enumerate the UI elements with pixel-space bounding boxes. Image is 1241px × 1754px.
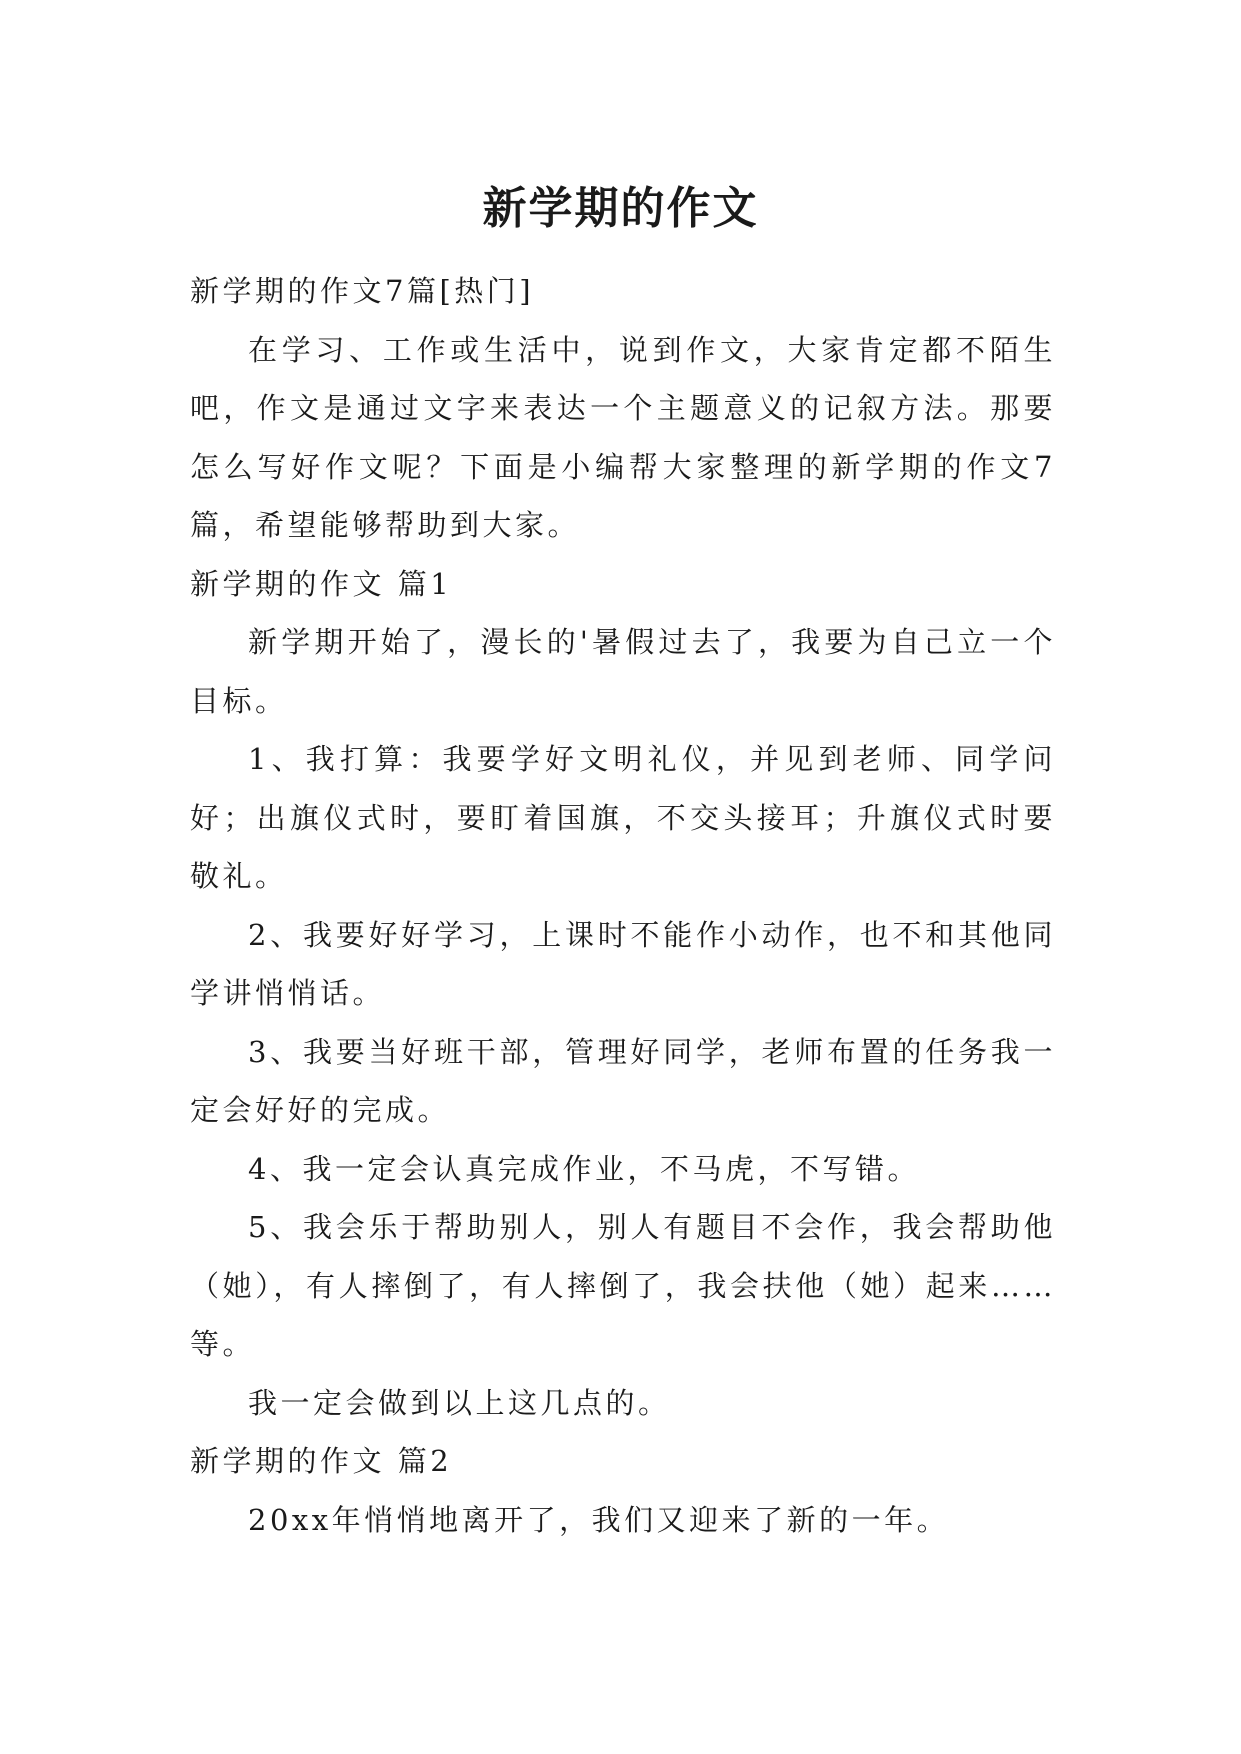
essay-1-heading: 新学期的作文 篇1	[190, 566, 453, 601]
essay-1-paragraph: 新学期开始了，漫长的'暑假过去了，我要为自己立一个目标。	[190, 625, 1056, 718]
document-body	[190, 262, 1056, 1549]
intro-paragraph: 在学习、工作或生活中，说到作文，大家肯定都不陌生吧，作文是通过文字来表达一个主题意义的记叙方法。那要怎么写好作文呢？下面是小编帮大家整理的新学期的作文7篇，希望能够帮助到大家。	[190, 332, 1056, 542]
essay-1-paragraph: 4、我一定会认真完成作业，不马虎，不写错。	[248, 1151, 920, 1186]
essay-1-paragraph: 2、我要好好学习，上课时不能作小动作，也不和其他同学讲悄悄话。	[190, 917, 1056, 1010]
essay-2-heading: 新学期的作文 篇2	[190, 1444, 453, 1478]
essay-1-paragraph: 3、我要当好班干部，管理好同学，老师布置的任务我一定会好好的完成。	[190, 1034, 1056, 1127]
essay-2-paragraph: 20xx年悄悄地离开了，我们又迎来了新的一年。	[248, 1502, 950, 1537]
document-title: 新学期的作文	[482, 183, 759, 235]
essay-1-paragraph: 1、我打算：我要学好文明礼仪，并见到老师、同学问好；出旗仪式时，要盯着国旗，不交头接耳；升旗仪式时要敬礼。	[190, 742, 1056, 893]
essay-1-paragraph: 我一定会做到以上这几点的。	[248, 1385, 671, 1420]
subtitle-heading: 新学期的作文7篇[热门]	[190, 274, 535, 308]
essay-1-paragraph: 5、我会乐于帮助别人，别人有题目不会作，我会帮助他（她），有人摔倒了，有人摔倒了，我会扶他（她）起来……等。	[190, 1210, 1056, 1361]
